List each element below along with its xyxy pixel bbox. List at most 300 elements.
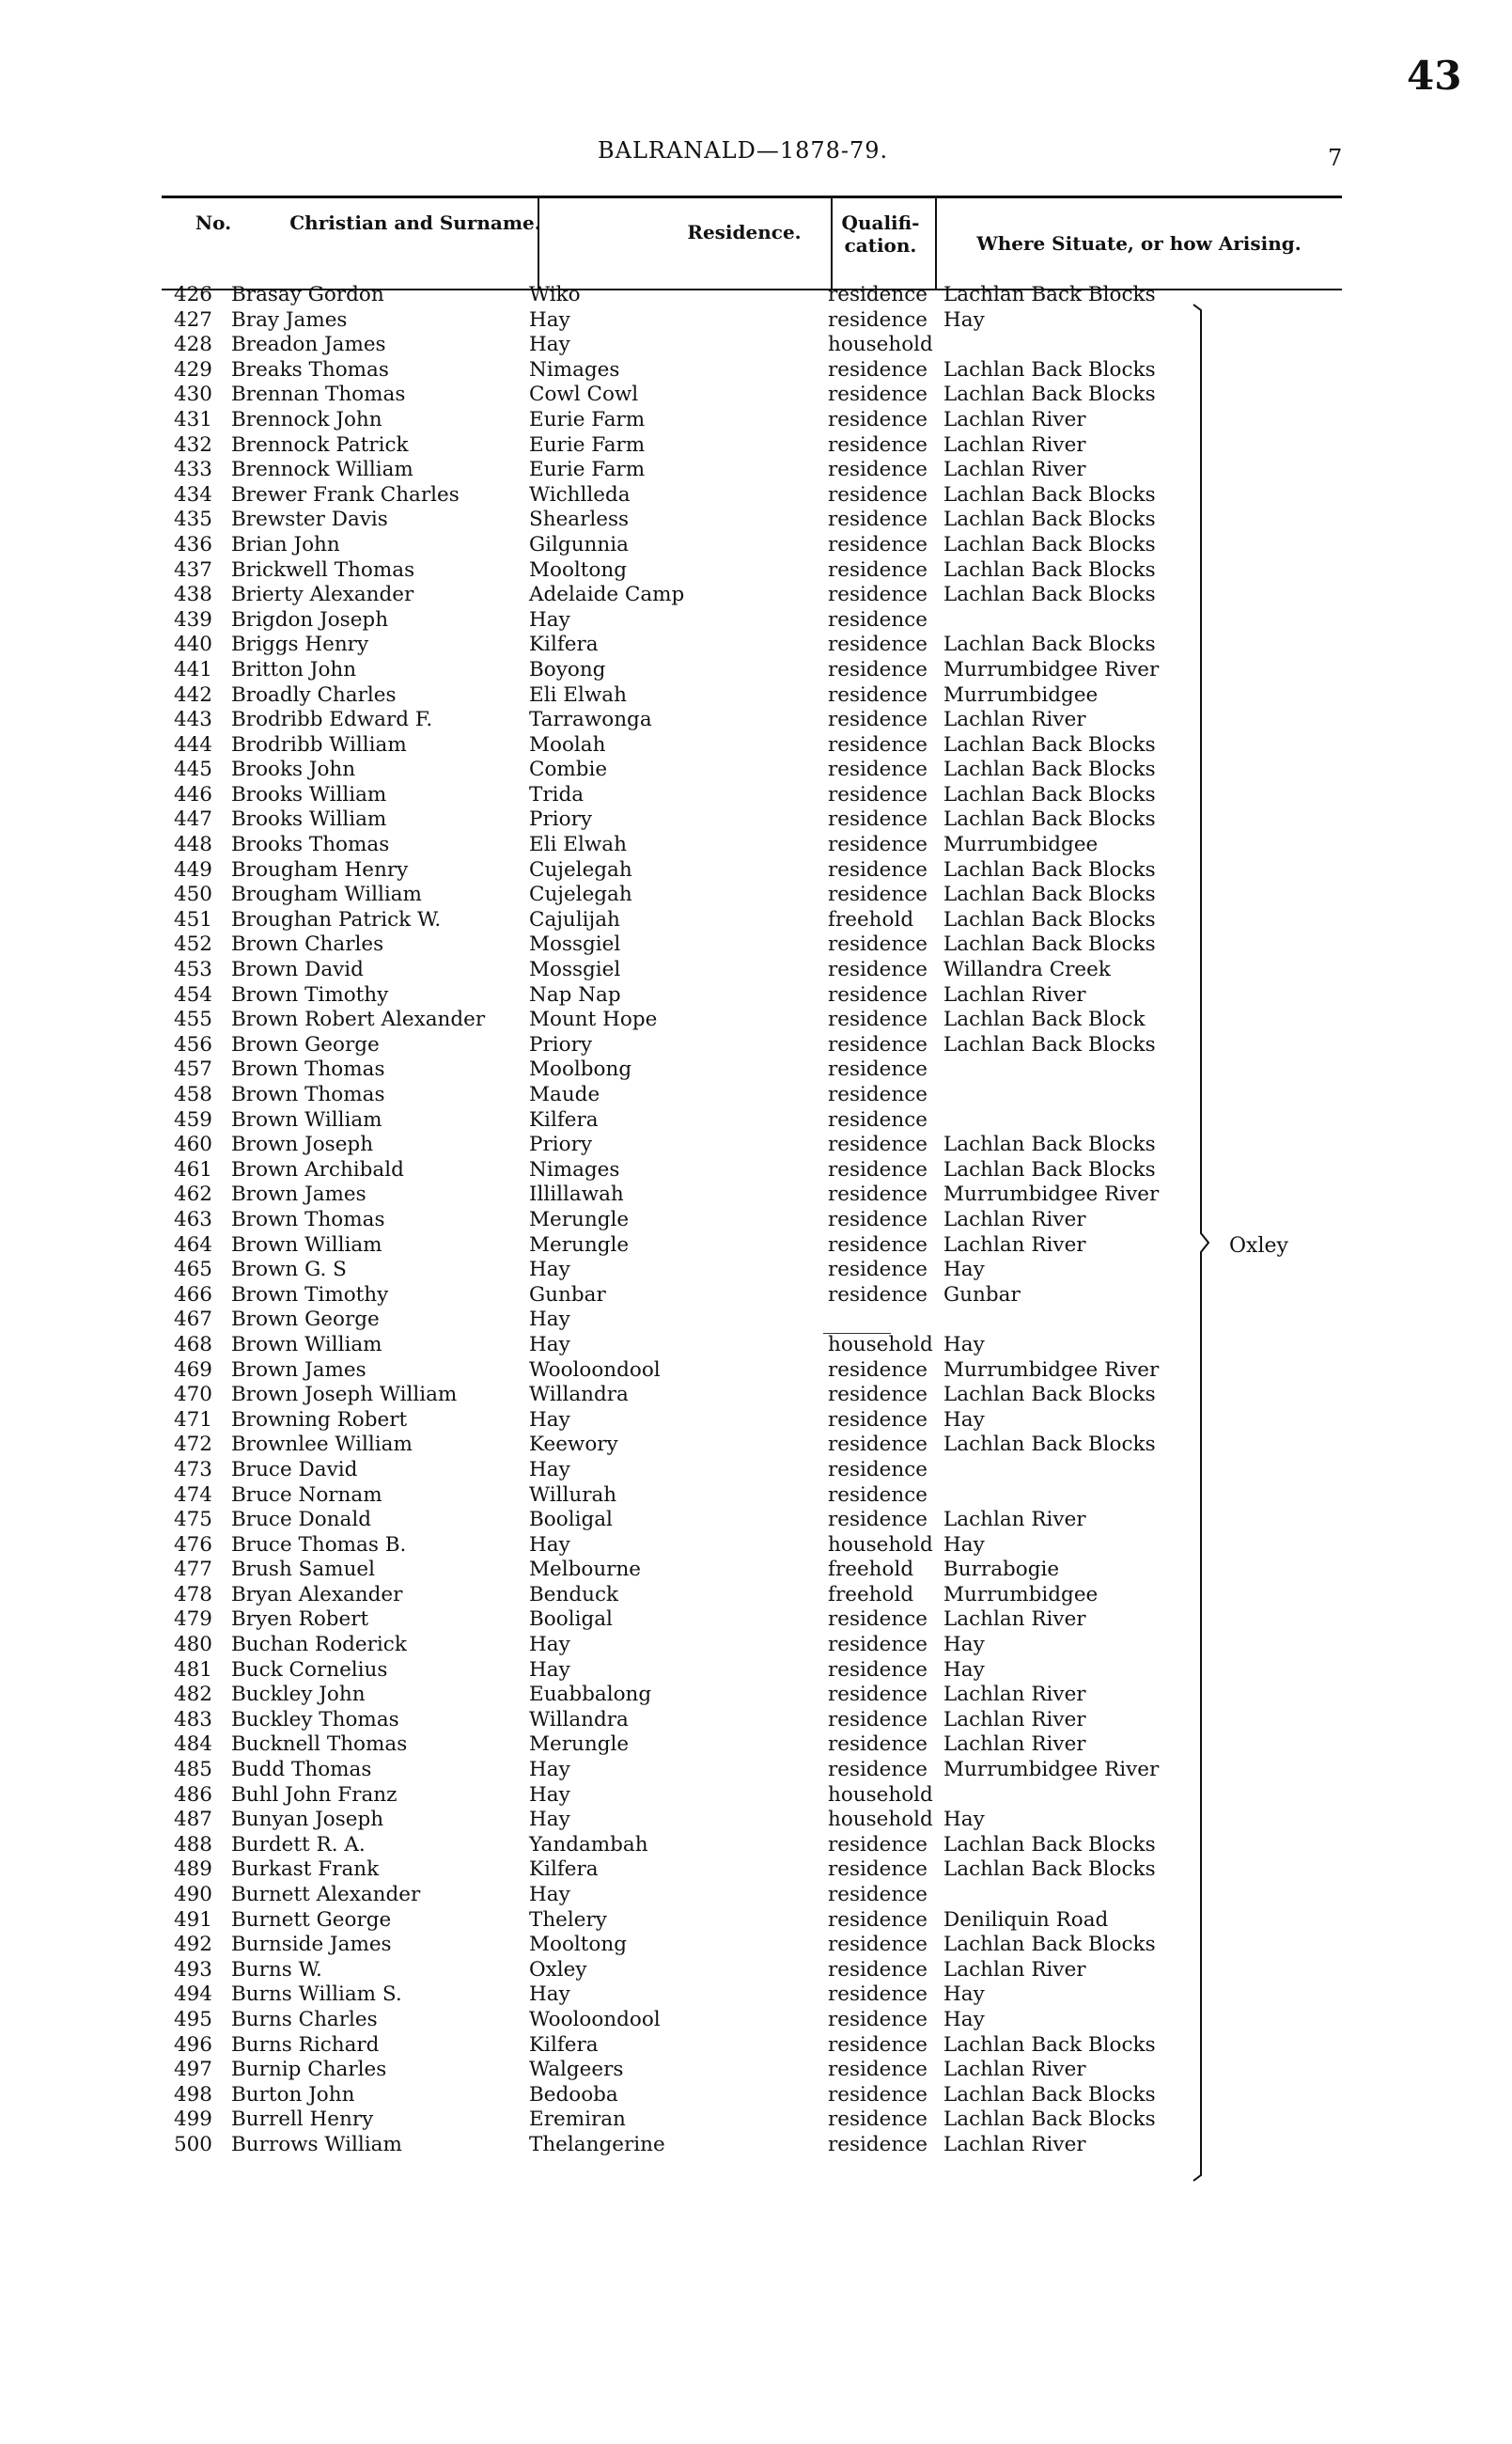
entry-where-situate: Lachlan Back Blocks	[943, 1433, 1156, 1457]
entry-residence: Kilfera	[529, 2032, 599, 2057]
entry-number: 429	[173, 357, 212, 382]
entry-residence: Benduck	[529, 1582, 619, 1606]
entry-qualification: residence	[828, 1957, 928, 1982]
entry-name: Brierty Alexander	[231, 583, 414, 607]
entry-name: Brown James	[231, 1357, 366, 1382]
entry-residence: Illillawah	[529, 1183, 624, 1207]
table-row	[0, 558, 1512, 584]
table-row	[0, 2058, 1512, 2083]
entry-number: 482	[173, 1683, 212, 1707]
entry-where-situate: Lachlan River	[943, 1207, 1086, 1231]
entry-residence: Priory	[529, 807, 592, 832]
entry-qualification: residence	[828, 758, 928, 782]
entry-number: 434	[173, 482, 212, 507]
entry-qualification: residence	[828, 1707, 928, 1731]
entry-number: 494	[173, 1982, 212, 2007]
entry-where-situate: Lachlan Back Blocks	[943, 1857, 1156, 1882]
entry-qualification: residence	[828, 1357, 928, 1382]
entry-number: 468	[173, 1332, 212, 1356]
entry-where-situate: Hay	[943, 1407, 985, 1432]
entry-qualification: residence	[828, 657, 928, 682]
entry-name: Bryan Alexander	[231, 1582, 403, 1606]
entry-name: Breadon James	[231, 333, 386, 357]
entry-residence: Mossgiel	[529, 958, 621, 982]
entry-name: Brown George	[231, 1308, 380, 1332]
entry-where-situate: Lachlan Back Blocks	[943, 907, 1156, 932]
entry-number: 426	[173, 283, 212, 306]
entry-residence: Wichlleda	[529, 482, 631, 507]
entry-number: 464	[173, 1232, 212, 1257]
table-row	[0, 1508, 1512, 1533]
entry-where-situate: Lachlan Back Blocks	[943, 1383, 1156, 1407]
entry-number: 431	[173, 407, 212, 431]
entry-qualification: household	[828, 1532, 933, 1557]
entry-where-situate: Lachlan Back Blocks	[943, 1032, 1156, 1057]
entry-residence: Tarrawonga	[529, 708, 652, 732]
entry-number: 456	[173, 1032, 212, 1057]
entry-residence: Cowl Cowl	[529, 383, 639, 407]
entry-qualification: residence	[828, 1482, 928, 1507]
entry-qualification: residence	[828, 833, 928, 857]
entry-residence: Cujelegah	[529, 857, 632, 882]
entry-name: Bruce Donald	[231, 1508, 372, 1532]
entry-residence: Adelaide Camp	[529, 583, 685, 607]
entry-number: 443	[173, 708, 212, 732]
table-row	[0, 1158, 1512, 1183]
entry-name: Buckley Thomas	[231, 1707, 399, 1731]
entry-qualification: household	[828, 1808, 933, 1832]
entry-number: 490	[173, 1883, 212, 1906]
entry-name: Bruce Thomas B.	[231, 1532, 407, 1557]
entry-where-situate: Lachlan Back Blocks	[943, 1157, 1156, 1182]
entry-where-situate: Hay	[943, 2007, 985, 2031]
entry-residence: Boyong	[529, 657, 606, 682]
entry-residence: Wooloondool	[529, 2007, 661, 2031]
table-row	[0, 308, 1512, 334]
entry-name: Brooks John	[231, 758, 356, 782]
entry-where-situate: Murrumbidgee River	[943, 1183, 1160, 1207]
entry-where-situate: Lachlan River	[943, 1732, 1086, 1757]
entry-residence: Eli Elwah	[529, 682, 627, 707]
entry-qualification: residence	[828, 1407, 928, 1432]
entry-qualification: residence	[828, 1258, 928, 1282]
entry-qualification: freehold	[828, 1558, 914, 1582]
entry-residence: Bedooba	[529, 2082, 618, 2107]
col-header-residence: Residence.	[687, 221, 802, 243]
entry-where-situate: Lachlan River	[943, 458, 1086, 482]
entry-number: 475	[173, 1508, 212, 1532]
entry-qualification: freehold	[828, 1582, 914, 1606]
entry-number: 499	[173, 2107, 212, 2132]
table-row	[0, 1883, 1512, 1908]
entry-number: 433	[173, 458, 212, 482]
entry-residence: Eurie Farm	[529, 432, 646, 457]
table-row	[0, 908, 1512, 933]
entry-number: 487	[173, 1808, 212, 1832]
entry-where-situate: Murrumbidgee River	[943, 1758, 1160, 1782]
entry-qualification: residence	[828, 857, 928, 882]
entry-qualification: residence	[828, 1633, 928, 1657]
entry-where-situate: Lachlan Back Blocks	[943, 807, 1156, 832]
entry-name: Brown William	[231, 1332, 382, 1356]
entry-residence: Keewory	[529, 1433, 618, 1457]
entry-name: Brown William	[231, 1232, 382, 1257]
entry-qualification: residence	[828, 1008, 928, 1032]
table-row	[0, 1982, 1512, 2008]
entry-number: 483	[173, 1707, 212, 1731]
table-row	[0, 658, 1512, 683]
entry-name: Brown David	[231, 958, 364, 982]
table-row	[0, 1458, 1512, 1483]
entry-name: Bruce David	[231, 1457, 358, 1481]
entry-number: 480	[173, 1633, 212, 1657]
entry-where-situate: Murrumbidgee	[943, 682, 1099, 707]
entry-qualification: residence	[828, 633, 928, 657]
entry-qualification: residence	[828, 607, 928, 632]
entry-number: 463	[173, 1207, 212, 1231]
entry-qualification: residence	[828, 1657, 928, 1682]
entry-name: Browning Robert	[231, 1407, 408, 1432]
entry-residence: Merungle	[529, 1232, 630, 1257]
entry-name: Broadly Charles	[231, 682, 397, 707]
entry-where-situate: Hay	[943, 1633, 985, 1657]
entry-residence: Hay	[529, 1308, 570, 1332]
entry-number: 460	[173, 1133, 212, 1157]
table-row	[0, 483, 1512, 509]
entry-number: 498	[173, 2082, 212, 2107]
entry-where-situate: Deniliquin Road	[943, 1907, 1109, 1932]
entry-name: Burton John	[231, 2082, 355, 2107]
entry-residence: Hay	[529, 1982, 570, 2007]
entry-name: Burns William S.	[231, 1982, 402, 2007]
entry-name: Britton John	[231, 657, 357, 682]
entry-number: 437	[173, 557, 212, 582]
entry-residence: Walgeers	[529, 2058, 624, 2082]
table-row	[0, 683, 1512, 709]
table-row	[0, 858, 1512, 884]
entry-number: 444	[173, 732, 212, 757]
table-row	[0, 1383, 1512, 1408]
table-row	[0, 1958, 1512, 1983]
table-row	[0, 2133, 1512, 2158]
entry-qualification: residence	[828, 1933, 928, 1957]
table-row	[0, 283, 1512, 308]
entry-qualification: residence	[828, 2058, 928, 2082]
table-row	[0, 1283, 1512, 1308]
entry-name: Burdett R. A.	[231, 1832, 366, 1856]
entry-qualification: residence	[828, 482, 928, 507]
table-row	[0, 1058, 1512, 1083]
entry-number: 472	[173, 1433, 212, 1457]
entry-number: 476	[173, 1532, 212, 1557]
entry-qualification: residence	[828, 982, 928, 1007]
entry-qualification: residence	[828, 1683, 928, 1707]
entry-number: 495	[173, 2007, 212, 2031]
entry-where-situate: Willandra Creek	[943, 958, 1111, 982]
entry-qualification: residence	[828, 1232, 928, 1257]
entry-where-situate: Lachlan Back Blocks	[943, 532, 1156, 556]
column-divider	[831, 198, 833, 289]
entry-residence: Maude	[529, 1083, 600, 1106]
entry-name: Brougham Henry	[231, 857, 409, 882]
entry-where-situate: Lachlan River	[943, 982, 1086, 1007]
table-row	[0, 1133, 1512, 1158]
entry-residence: Hay	[529, 1457, 570, 1481]
entry-residence: Eremiran	[529, 2107, 626, 2132]
entry-name: Brian John	[231, 532, 340, 556]
entry-where-situate: Hay	[943, 1532, 985, 1557]
entry-where-situate: Lachlan Back Blocks	[943, 508, 1156, 532]
table-row	[0, 1683, 1512, 1708]
entry-residence: Hay	[529, 1782, 570, 1807]
right-brace-icon	[1192, 303, 1210, 2183]
entry-name: Brown Thomas	[231, 1207, 385, 1231]
entry-name: Brown G. S	[231, 1258, 347, 1282]
table-row	[0, 1258, 1512, 1283]
entry-qualification: residence	[828, 2107, 928, 2132]
entry-residence: Moolah	[529, 732, 606, 757]
entry-where-situate: Lachlan Back Blocks	[943, 2082, 1156, 2107]
entry-where-situate: Lachlan Back Blocks	[943, 932, 1156, 957]
entry-where-situate: Lachlan River	[943, 1957, 1086, 1982]
table-row	[0, 458, 1512, 483]
entry-residence: Hay	[529, 307, 570, 332]
entry-name: Brown Robert Alexander	[231, 1008, 486, 1032]
district-label: Oxley	[1229, 1234, 1288, 1258]
entry-where-situate: Lachlan Back Block	[943, 1008, 1146, 1032]
entry-residence: Cujelegah	[529, 883, 632, 907]
entry-where-situate: Lachlan Back Blocks	[943, 782, 1156, 807]
entry-where-situate: Lachlan Back Blocks	[943, 857, 1156, 882]
table-row	[0, 1558, 1512, 1583]
entry-number: 447	[173, 807, 212, 832]
entry-residence: Hay	[529, 1532, 570, 1557]
table-row	[0, 383, 1512, 408]
entry-residence: Mooltong	[529, 557, 627, 582]
table-row	[0, 1108, 1512, 1134]
table-row	[0, 733, 1512, 759]
col-header-name: Christian and Surname.	[289, 212, 541, 234]
entry-name: Brown Timothy	[231, 1282, 389, 1307]
entry-residence: Mossgiel	[529, 932, 621, 957]
entry-number: 453	[173, 958, 212, 982]
entry-residence: Hay	[529, 333, 570, 357]
entry-residence: Shearless	[529, 508, 630, 532]
entry-qualification: household	[828, 1332, 933, 1356]
entry-name: Buhl John Franz	[231, 1782, 397, 1807]
col-header-no: No.	[195, 212, 232, 234]
entry-qualification: residence	[828, 307, 928, 332]
entry-number: 441	[173, 657, 212, 682]
entry-residence: Melbourne	[529, 1558, 642, 1582]
entry-where-situate: Lachlan Back Blocks	[943, 1832, 1156, 1856]
entry-where-situate: Lachlan Back Blocks	[943, 732, 1156, 757]
col-header-where: Where Situate, or how Arising.	[976, 232, 1302, 255]
entry-where-situate: Lachlan Back Blocks	[943, 1933, 1156, 1957]
entry-qualification: residence	[828, 1857, 928, 1882]
table-row	[0, 1183, 1512, 1208]
entry-name: Brown Joseph William	[231, 1383, 458, 1407]
entry-residence: Hay	[529, 1758, 570, 1782]
table-row	[0, 1033, 1512, 1058]
entry-where-situate: Lachlan River	[943, 432, 1086, 457]
entry-number: 459	[173, 1107, 212, 1132]
entry-residence: Willandra	[529, 1707, 629, 1731]
entry-residence: Kilfera	[529, 1857, 599, 1882]
entry-residence: Hay	[529, 1332, 570, 1356]
entry-residence: Gunbar	[529, 1282, 606, 1307]
entry-qualification: residence	[828, 1083, 928, 1106]
entry-name: Burns Richard	[231, 2032, 380, 2057]
entry-name: Burnett Alexander	[231, 1883, 421, 1906]
entry-number: 454	[173, 982, 212, 1007]
entry-number: 500	[173, 2132, 212, 2156]
entry-qualification: residence	[828, 1832, 928, 1856]
entry-number: 440	[173, 633, 212, 657]
entry-number: 474	[173, 1482, 212, 1507]
table-row	[0, 1333, 1512, 1358]
entry-qualification: household	[828, 333, 933, 357]
entry-where-situate: Lachlan River	[943, 2132, 1086, 2156]
entry-qualification: residence	[828, 432, 928, 457]
table-row	[0, 1358, 1512, 1384]
table-row	[0, 1008, 1512, 1033]
entry-number: 497	[173, 2058, 212, 2082]
entry-number: 489	[173, 1857, 212, 1882]
entry-residence: Nap Nap	[529, 982, 621, 1007]
entry-number: 432	[173, 432, 212, 457]
entry-qualification: residence	[828, 1107, 928, 1132]
voter-list	[0, 283, 1512, 2158]
entry-name: Burrows William	[231, 2132, 402, 2156]
column-divider	[935, 198, 937, 289]
entry-number: 457	[173, 1058, 212, 1082]
table-row	[0, 1607, 1512, 1633]
table-row	[0, 1408, 1512, 1434]
entry-name: Brown Archibald	[231, 1157, 404, 1182]
entry-where-situate: Lachlan River	[943, 708, 1086, 732]
entry-qualification: residence	[828, 532, 928, 556]
entry-number: 465	[173, 1258, 212, 1282]
table-row	[0, 883, 1512, 908]
table-row	[0, 508, 1512, 533]
table-row	[0, 2107, 1512, 2133]
table-row	[0, 408, 1512, 433]
entry-qualification: residence	[828, 1032, 928, 1057]
entry-qualification: residence	[828, 1508, 928, 1532]
entry-number: 442	[173, 682, 212, 707]
table-row	[0, 1708, 1512, 1733]
entry-number: 485	[173, 1758, 212, 1782]
entry-where-situate: Lachlan River	[943, 2058, 1086, 2082]
entry-name: Briggs Henry	[231, 633, 369, 657]
entry-name: Burrell Henry	[231, 2107, 374, 2132]
entry-name: Burnett George	[231, 1907, 392, 1932]
table-row	[0, 932, 1512, 958]
entry-number: 477	[173, 1558, 212, 1582]
entry-qualification: residence	[828, 458, 928, 482]
entry-qualification: residence	[828, 782, 928, 807]
entry-number: 481	[173, 1657, 212, 1682]
entry-where-situate: Lachlan Back Blocks	[943, 633, 1156, 657]
table-row	[0, 1308, 1512, 1333]
entry-qualification: residence	[828, 357, 928, 382]
entry-name: Brown George	[231, 1032, 380, 1057]
entry-qualification: residence	[828, 557, 928, 582]
entry-qualification: residence	[828, 2032, 928, 2057]
entry-where-situate: Hay	[943, 1332, 985, 1356]
entry-number: 439	[173, 607, 212, 632]
table-row	[0, 1908, 1512, 1934]
entry-name: Bray James	[231, 307, 348, 332]
entry-name: Bruce Nornam	[231, 1482, 382, 1507]
entry-residence: Nimages	[529, 1157, 620, 1182]
entry-residence: Combie	[529, 758, 608, 782]
table-row	[0, 1633, 1512, 1658]
entry-qualification: residence	[828, 2082, 928, 2107]
page-title: BALRANALD—1878-79.	[598, 137, 889, 164]
entry-name: Brewster Davis	[231, 508, 388, 532]
entry-qualification: residence	[828, 1133, 928, 1157]
entry-qualification: residence	[828, 1907, 928, 1932]
table-row	[0, 1783, 1512, 1809]
table-row	[0, 1583, 1512, 1608]
entry-number: 478	[173, 1582, 212, 1606]
entry-name: Brooks Thomas	[231, 833, 390, 857]
table-row	[0, 1433, 1512, 1458]
entry-qualification: residence	[828, 1982, 928, 2007]
entry-number: 458	[173, 1083, 212, 1106]
entry-name: Broughan Patrick W.	[231, 907, 442, 932]
entry-number: 492	[173, 1933, 212, 1957]
entry-number: 471	[173, 1407, 212, 1432]
entry-number: 473	[173, 1457, 212, 1481]
table-row	[0, 958, 1512, 983]
table-row	[0, 1808, 1512, 1833]
page-number: 43	[1407, 53, 1462, 99]
entry-residence: Wiko	[529, 283, 581, 306]
entry-name: Brodribb William	[231, 732, 407, 757]
entry-qualification: residence	[828, 932, 928, 957]
entry-name: Breaks Thomas	[231, 357, 389, 382]
table-row	[0, 1658, 1512, 1684]
entry-residence: Gilgunnia	[529, 532, 629, 556]
entry-where-situate: Burrabogie	[943, 1558, 1060, 1582]
table-row	[0, 1833, 1512, 1858]
table-row	[0, 1732, 1512, 1758]
entry-name: Burns W.	[231, 1957, 322, 1982]
entry-qualification: residence	[828, 1457, 928, 1481]
entry-number: 479	[173, 1607, 212, 1632]
entry-where-situate: Lachlan Back Blocks	[943, 357, 1156, 382]
entry-name: Burkast Frank	[231, 1857, 380, 1882]
entry-where-situate: Murrumbidgee River	[943, 657, 1160, 682]
entry-where-situate: Lachlan Back Blocks	[943, 758, 1156, 782]
entry-number: 450	[173, 883, 212, 907]
entry-number: 488	[173, 1832, 212, 1856]
entry-qualification: residence	[828, 1383, 928, 1407]
entry-where-situate: Lachlan River	[943, 1232, 1086, 1257]
entry-name: Bunyan Joseph	[231, 1808, 384, 1832]
entry-name: Brown Timothy	[231, 982, 389, 1007]
entry-where-situate: Hay	[943, 1657, 985, 1682]
table-row	[0, 633, 1512, 658]
entry-residence: Thelery	[529, 1907, 607, 1932]
entry-qualification: residence	[828, 1758, 928, 1782]
table-row	[0, 608, 1512, 634]
entry-residence: Hay	[529, 1633, 570, 1657]
entry-qualification: residence	[828, 883, 928, 907]
